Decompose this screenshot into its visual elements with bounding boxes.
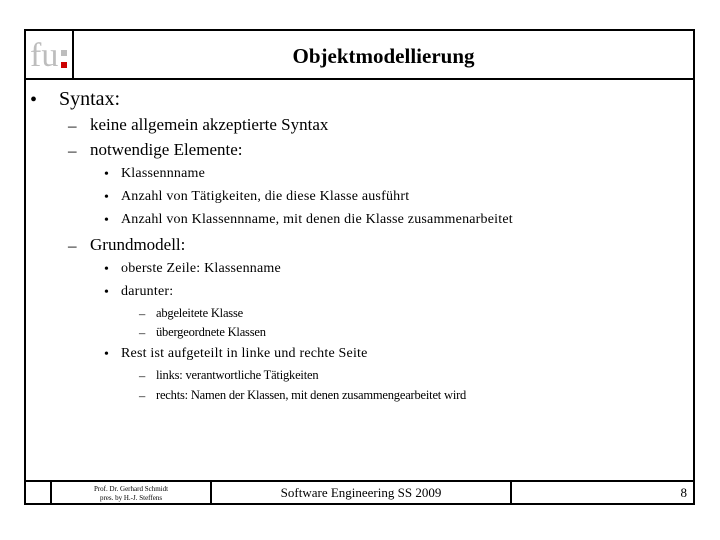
footer-course: Software Engineering SS 2009	[212, 482, 512, 505]
dash-symbol: –	[68, 236, 77, 255]
dash-symbol: –	[139, 389, 146, 403]
bullet-symbol: •	[104, 213, 110, 228]
item-darunter: darunter:	[121, 284, 174, 299]
footer-author	[50, 482, 212, 505]
item-anzahl-klassen: Anzahl von Klassennname, mit denen die Klasse zusammenarbeitet	[121, 212, 513, 227]
item-abgeleitete-klasse: abgeleitete Klasse	[156, 306, 243, 320]
dash-symbol: –	[68, 116, 77, 135]
dash-symbol: –	[68, 141, 77, 160]
bullet-symbol: •	[104, 285, 110, 300]
item-links: links: verantwortliche Tätigkeiten	[156, 368, 319, 382]
item-grundmodell: Grundmodell:	[90, 235, 186, 254]
slide-frame	[24, 29, 695, 505]
footer-author-line2: pres. by H.-J. Steffens	[99, 494, 163, 502]
footer-author-line1: Prof. Dr. Gerhard Schmidt	[93, 485, 169, 493]
item-klassenname: Klassennname	[121, 166, 206, 181]
slide-content	[26, 31, 693, 503]
dash-symbol: –	[139, 326, 146, 340]
item-rest-aufgeteilt: Rest ist aufgeteilt in linke und rechte Seite	[121, 346, 368, 361]
bullet-symbol: •	[30, 89, 38, 111]
svg-text:fu: fu	[30, 37, 59, 74]
footer-page-number: 8	[680, 485, 687, 500]
bullet-symbol: •	[104, 167, 110, 182]
slide-title: Objektmodellierung	[292, 44, 475, 68]
slide-footer	[26, 480, 693, 505]
item-keine-syntax: keine allgemein akzeptierte Syntax	[90, 115, 329, 134]
item-uebergeordnete-klassen: übergeordnete Klassen	[156, 325, 266, 339]
bullet-symbol: •	[104, 262, 110, 277]
dash-symbol: –	[139, 307, 146, 321]
bullet-symbol: •	[104, 190, 110, 205]
bullet-symbol: •	[104, 347, 110, 362]
item-rechts: rechts: Namen der Klassen, mit denen zusammengearbeitet wird	[156, 388, 467, 402]
item-notwendige-elemente: notwendige Elemente:	[90, 140, 243, 159]
item-anzahl-taetigkeiten: Anzahl von Tätigkeiten, die diese Klasse ausführt	[121, 189, 410, 204]
item-syntax: Syntax:	[59, 88, 121, 110]
item-oberste-zeile: oberste Zeile: Klassenname	[121, 261, 281, 276]
dash-symbol: –	[139, 369, 146, 383]
